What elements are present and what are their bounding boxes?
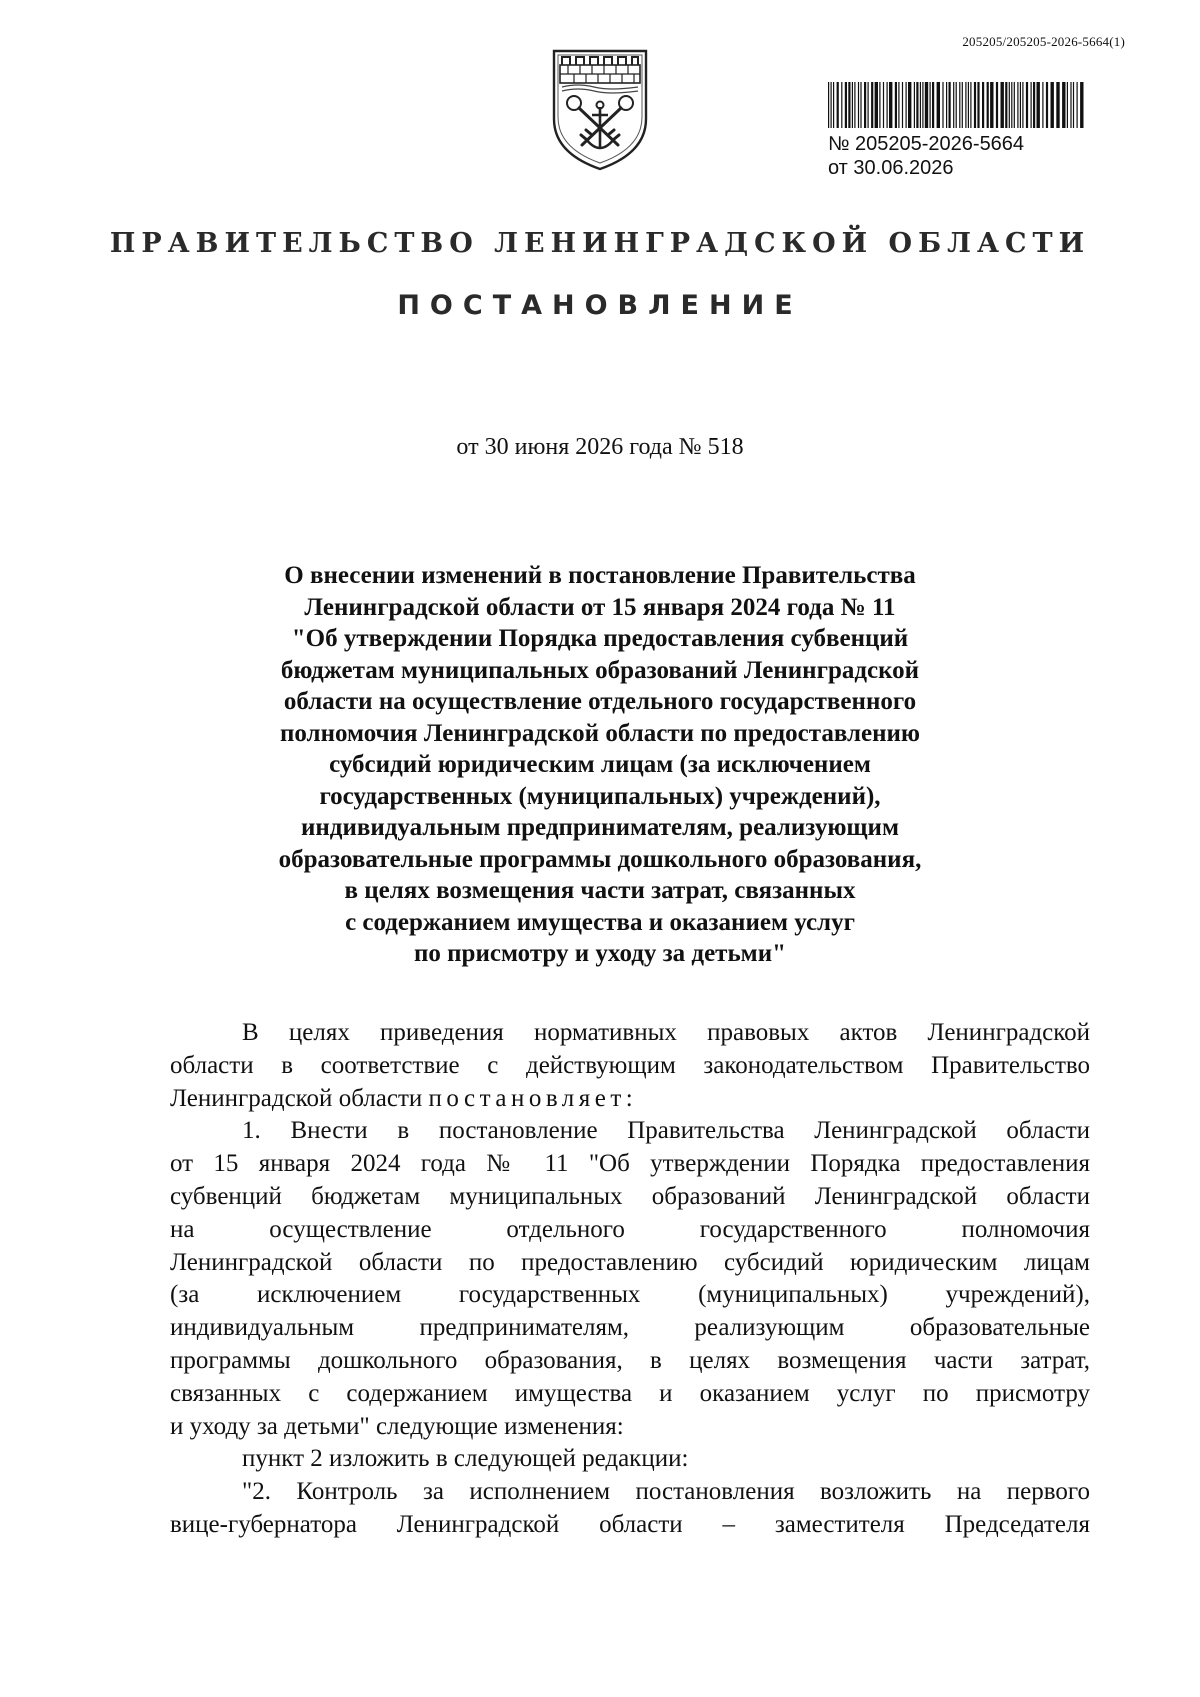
item1-line: Ленинградской области по предоставлению субсидий юридическим лицам <box>170 1248 1090 1276</box>
preamble-colon: : <box>625 1084 633 1112</box>
document-id: 205205/205205-2026-5664(1) <box>962 34 1125 49</box>
item1-line: индивидуальным предпринимателям, реализующим образовательные <box>170 1314 1090 1342</box>
barcode <box>828 82 1086 128</box>
quote-line: вице-губернатора Ленинградской области – заместителя Председателя <box>170 1510 1090 1538</box>
heading-line: индивидуальным предпринимателям, реализующим <box>301 814 899 841</box>
registration-number: № 205205-2026-5664 <box>828 133 1025 155</box>
item1-line: 1. Внести в постановление Правительства Ленинградской области <box>242 1117 1090 1145</box>
heading-line: О внесении изменений в постановление Правительства <box>284 562 916 589</box>
preamble-line: В целях приведения нормативных правовых актов Ленинградской <box>242 1019 1090 1046</box>
registration-date: от 30.06.2026 <box>828 157 954 179</box>
point2-intro: пункт 2 изложить в следующей редакции: <box>242 1445 689 1473</box>
heading-line: полномочия Ленинградской области по предоставлению <box>279 719 921 747</box>
heading-line: государственных (муниципальных) учреждений), <box>319 782 881 810</box>
heading-line: по присмотру и уходу за детьми" <box>414 940 786 967</box>
act-date-number: от 30 июня 2026 года № 518 <box>456 434 744 460</box>
preamble-line: области в соответствие с действующим законодательством Правительство <box>170 1051 1090 1079</box>
decree-verb: постановляет <box>428 1084 626 1112</box>
heading-line: с содержанием имущества и оказанием услуг <box>345 908 855 936</box>
government-title: ПРАВИТЕЛЬСТВО ЛЕНИНГРАДСКОЙ ОБЛАСТИ <box>109 228 1091 259</box>
registration-block <box>828 82 1088 180</box>
heading-line: в целях возмещения части затрат, связанных <box>344 877 856 904</box>
heading-line: Ленинградской области от 15 января 2024 года № 11 <box>304 593 896 621</box>
item1-line: связанных с содержанием имущества и оказанием услуг по присмотру <box>170 1379 1090 1407</box>
item1-line: от 15 января 2024 года № 11 "Об утверждении Порядка предоставления <box>170 1150 1090 1178</box>
preamble-text: Ленинградской области <box>170 1084 429 1112</box>
item1-line: программы дошкольного образования, в целях возмещения части затрат, <box>170 1346 1090 1374</box>
document-body <box>170 1017 1090 1542</box>
quote-line: "2. Контроль за исполнением постановления возложить на первого <box>242 1478 1090 1506</box>
heading-line: субсидий юридическим лицам (за исключением <box>329 751 871 778</box>
item1-line: субвенций бюджетам муниципальных образований Ленинградской области <box>170 1182 1090 1210</box>
coat-of-arms-emblem <box>548 45 652 173</box>
preamble-line <box>170 1083 1090 1116</box>
item1-line: (за исключением государственных (муниципальных) учреждений), <box>170 1281 1090 1309</box>
item1-line: на осуществление отдельного государственного полномочия <box>170 1215 1090 1243</box>
item1-line: и уходу за детьми" следующие изменения: <box>170 1412 624 1440</box>
heading-line: "Об утверждении Порядка предоставления субвенций <box>291 625 909 652</box>
document-heading <box>200 560 1000 970</box>
document-type: ПОСТАНОВЛЕНИЕ <box>397 290 803 321</box>
heading-line: бюджетам муниципальных образований Ленинградской <box>280 656 920 684</box>
heading-line: области на осуществление отдельного государственного <box>283 688 917 715</box>
heading-line: образовательные программы дошкольного образования, <box>278 845 922 873</box>
